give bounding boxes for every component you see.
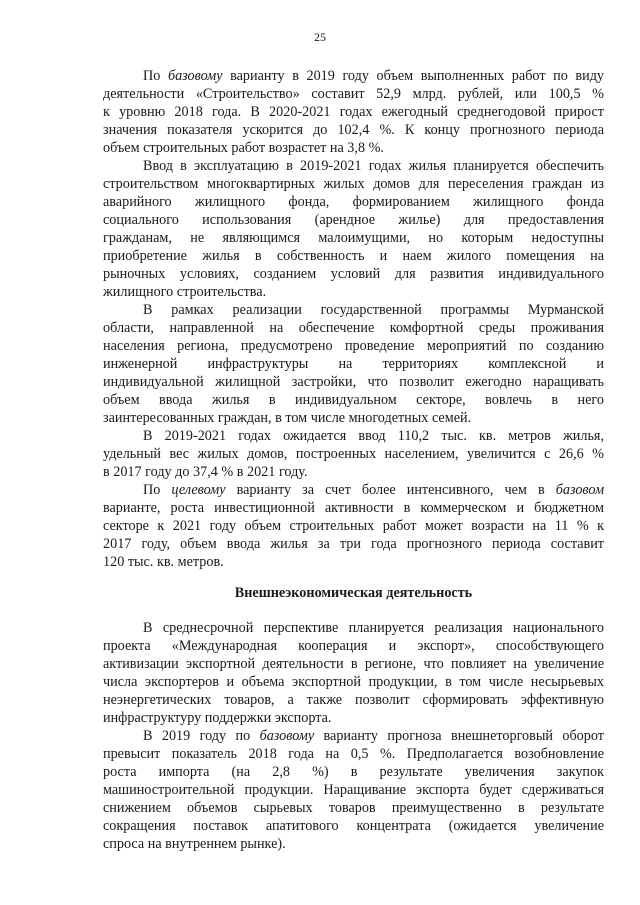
text-line <box>103 409 604 427</box>
text-run: Ввод в эксплуатацию в 2019-2021 годах жилья планируется обеспечить <box>143 158 604 174</box>
text-run: числа экспортеров и объема экспортной продукции, в том числе несырьевых <box>103 674 604 690</box>
text-run: активизации экспортной деятельности в регионе, что повлияет на увеличение <box>103 656 604 672</box>
text-line <box>103 709 604 727</box>
text-line <box>103 103 604 121</box>
text-run: варианту прогноза внешнеторговый оборот <box>314 728 604 744</box>
text-run: удельный вес жилых домов, построенных населением, увеличится с 26,6 % <box>103 446 604 462</box>
text-run: населения региона, предусмотрено проведение мероприятий по созданию <box>103 338 604 354</box>
text-run: спроса на внутреннем рынке). <box>103 836 286 852</box>
text-line <box>103 229 604 247</box>
text-run: объем строительных работ возрастет на 3,8 %. <box>103 140 384 156</box>
text-line <box>143 481 604 499</box>
italic-term: базовому <box>167 68 223 84</box>
text-line <box>103 763 604 781</box>
text-run: По <box>143 482 172 498</box>
text-run: приобретение жилья в собственность и наем жилого помещения на <box>103 248 604 264</box>
text-line <box>103 283 604 301</box>
text-line <box>103 673 604 691</box>
text-line <box>103 355 604 373</box>
text-line <box>103 175 604 193</box>
page-number: 25 <box>314 30 326 44</box>
text-run: рыночных условиях, созданием условий для развития индивидуального <box>103 266 604 282</box>
text-line <box>103 463 604 481</box>
text-run: В рамках реализации государственной программы Мурманской <box>143 302 604 318</box>
text-run: снижением объемов сырьевых товаров преимущественно в результате <box>103 800 604 816</box>
text-line <box>103 265 604 283</box>
text-line <box>103 121 604 139</box>
text-line <box>103 337 604 355</box>
text-line <box>103 535 604 553</box>
text-run: неэнергетических товаров, а также позволит сформировать эффективную <box>103 692 604 708</box>
text-run: аварийного жилищного фонда, формированием жилищного фонда <box>103 194 604 210</box>
text-run: сокращения поставок апатитового концентрата (ожидается увеличение <box>103 818 604 834</box>
text-line <box>103 391 604 409</box>
text-line <box>143 301 604 319</box>
text-run: заинтересованных граждан, в том числе многодетных семей. <box>103 410 472 426</box>
text-line <box>103 817 604 835</box>
text-run: инфраструктуру поддержки экспорта. <box>103 710 332 726</box>
text-line <box>103 781 604 799</box>
section-heading: Внешнеэкономическая деятельность <box>234 585 473 601</box>
italic-term: базовому <box>259 728 315 744</box>
text-run: социального использования (арендное жилье) для предоставления <box>103 212 604 228</box>
text-line <box>103 319 604 337</box>
text-line <box>143 619 604 637</box>
text-run: В среднесрочной перспективе планируется реализация национального <box>143 620 604 636</box>
text-run: к уровню 2018 года. В 2020-2021 годах ежегодный среднегодовой прирост <box>103 104 604 120</box>
italic-term: целевому <box>171 482 226 498</box>
text-line <box>103 193 604 211</box>
text-run: роста импорта (на 2,8 %) в результате увеличения закупок <box>103 764 604 780</box>
text-line <box>143 157 604 175</box>
text-run: варианте, роста инвестиционной активности в коммерческом и бюджетном <box>103 500 604 516</box>
text-line <box>103 373 604 391</box>
text-run: варианту за счет более интенсивного, чем в <box>225 482 556 498</box>
text-run: варианту в 2019 году объем выполненных работ по виду <box>222 68 604 84</box>
text-run: деятельности «Строительство» составит 52,9 млрд. рублей, или 100,5 % <box>103 86 604 102</box>
text-run: В 2019-2021 годах ожидается ввод 110,2 тыс. кв. метров жилья, <box>143 428 604 444</box>
text-line <box>143 67 604 85</box>
text-run: области, направленной на обеспечение комфортной среды проживания <box>103 320 604 336</box>
text-run: проекта «Международная кооперация и экспорт», способствующего <box>103 638 604 654</box>
text-line <box>103 799 604 817</box>
text-line <box>103 835 604 853</box>
text-run: инженерной инфраструктуры на территориях комплексной и <box>103 356 604 372</box>
italic-term: базовом <box>555 482 604 498</box>
text-run: секторе к 2021 году объем строительных работ может возрасти на 11 % к <box>103 518 604 534</box>
text-line <box>103 139 604 157</box>
text-line <box>103 517 604 535</box>
text-run: 2017 году, объем ввода жилья за три года прогнозного периода составит <box>103 536 604 552</box>
text-line <box>103 211 604 229</box>
text-line <box>103 247 604 265</box>
text-run: В 2019 году по <box>143 728 260 744</box>
text-run: в 2017 году до 37,4 % в 2021 году. <box>103 464 308 480</box>
text-line <box>143 727 604 745</box>
text-run: 120 тыс. кв. метров. <box>103 554 224 570</box>
text-run: превысит показатель 2018 года на 0,5 %. Предполагается возобновление <box>103 746 604 762</box>
text-run: машиностроительной продукции. Наращивание экспорта будет сдерживаться <box>103 782 604 798</box>
text-line <box>103 553 604 571</box>
text-run: гражданам, не являющимся малоимущими, но которым недоступны <box>103 230 604 246</box>
text-line <box>103 445 604 463</box>
text-run: индивидуальной жилищной застройки, что позволит ежегодно наращивать <box>103 374 604 390</box>
text-line <box>103 637 604 655</box>
text-line <box>103 691 604 709</box>
text-line <box>103 655 604 673</box>
text-run: объем ввода жилья в индивидуальном секторе, вовлечь в него <box>103 392 604 408</box>
text-line <box>103 85 604 103</box>
text-line <box>103 499 604 517</box>
text-line <box>143 427 604 445</box>
text-run: значения показателя ускорится до 102,4 %. К концу прогнозного периода <box>103 122 604 138</box>
text-run: По <box>143 68 168 84</box>
text-run: строительством многоквартирных жилых домов для переселения граждан из <box>103 176 604 192</box>
text-run: жилищного строительства. <box>103 284 267 300</box>
text-line <box>103 745 604 763</box>
